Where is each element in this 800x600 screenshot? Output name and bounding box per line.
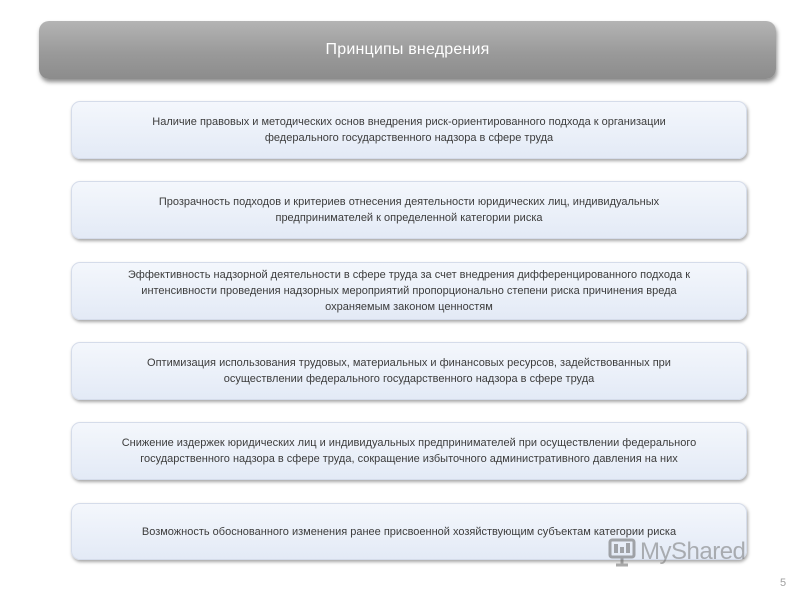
principle-line: осуществлении федерального государственного надзора в сфере труда [223, 373, 595, 385]
principle-text [152, 114, 665, 146]
principle-text [142, 524, 676, 540]
principle-text [159, 194, 659, 226]
principle-line: предпринимателей к определенной категории риска [275, 212, 543, 224]
page-title: Принципы внедрения [325, 41, 490, 58]
principle-line: охраняемым законом ценностям [325, 301, 493, 313]
principle-box-3 [71, 262, 747, 320]
principle-line: государственного надзора в сфере труда, сокращение избыточного административного давления на них [140, 453, 678, 465]
principle-line: Эффективность надзорной деятельности в сфере труда за счет внедрения дифференцированного подхода к [127, 269, 691, 281]
principle-line: Оптимизация использования трудовых, материальных и финансовых ресурсов, задействованных при [147, 357, 671, 369]
presentation-board-icon [608, 537, 636, 567]
principle-line: Наличие правовых и методических основ внедрения риск-ориентированного подхода к организации [152, 116, 666, 128]
principle-line: Прозрачность подходов и критериев отнесения деятельности юридических лиц, индивидуальных [158, 196, 660, 208]
principle-box-4 [71, 342, 747, 400]
principle-line: Возможность обоснованного изменения ранее присвоенной хозяйствующим субъектам категории риска [141, 525, 677, 538]
principle-box-5 [71, 422, 747, 480]
page-number: 5 [780, 577, 787, 589]
principle-text [128, 267, 690, 315]
principle-box-1 [71, 101, 747, 159]
principle-line: Снижение издержек юридических лиц и индивидуальных предпринимателей при осуществлении федерального [121, 437, 697, 449]
principle-line: интенсивности проведения надзорных мероприятий пропорционально степени риска причинения вреда [141, 285, 677, 297]
watermark [608, 537, 745, 567]
principle-text [147, 355, 671, 387]
principle-text [122, 435, 697, 467]
principle-line: федерального государственного надзора в сфере труда [264, 132, 554, 144]
header-bar [39, 21, 776, 79]
watermark-text: MyShared [640, 538, 746, 565]
principle-box-2 [71, 181, 747, 239]
